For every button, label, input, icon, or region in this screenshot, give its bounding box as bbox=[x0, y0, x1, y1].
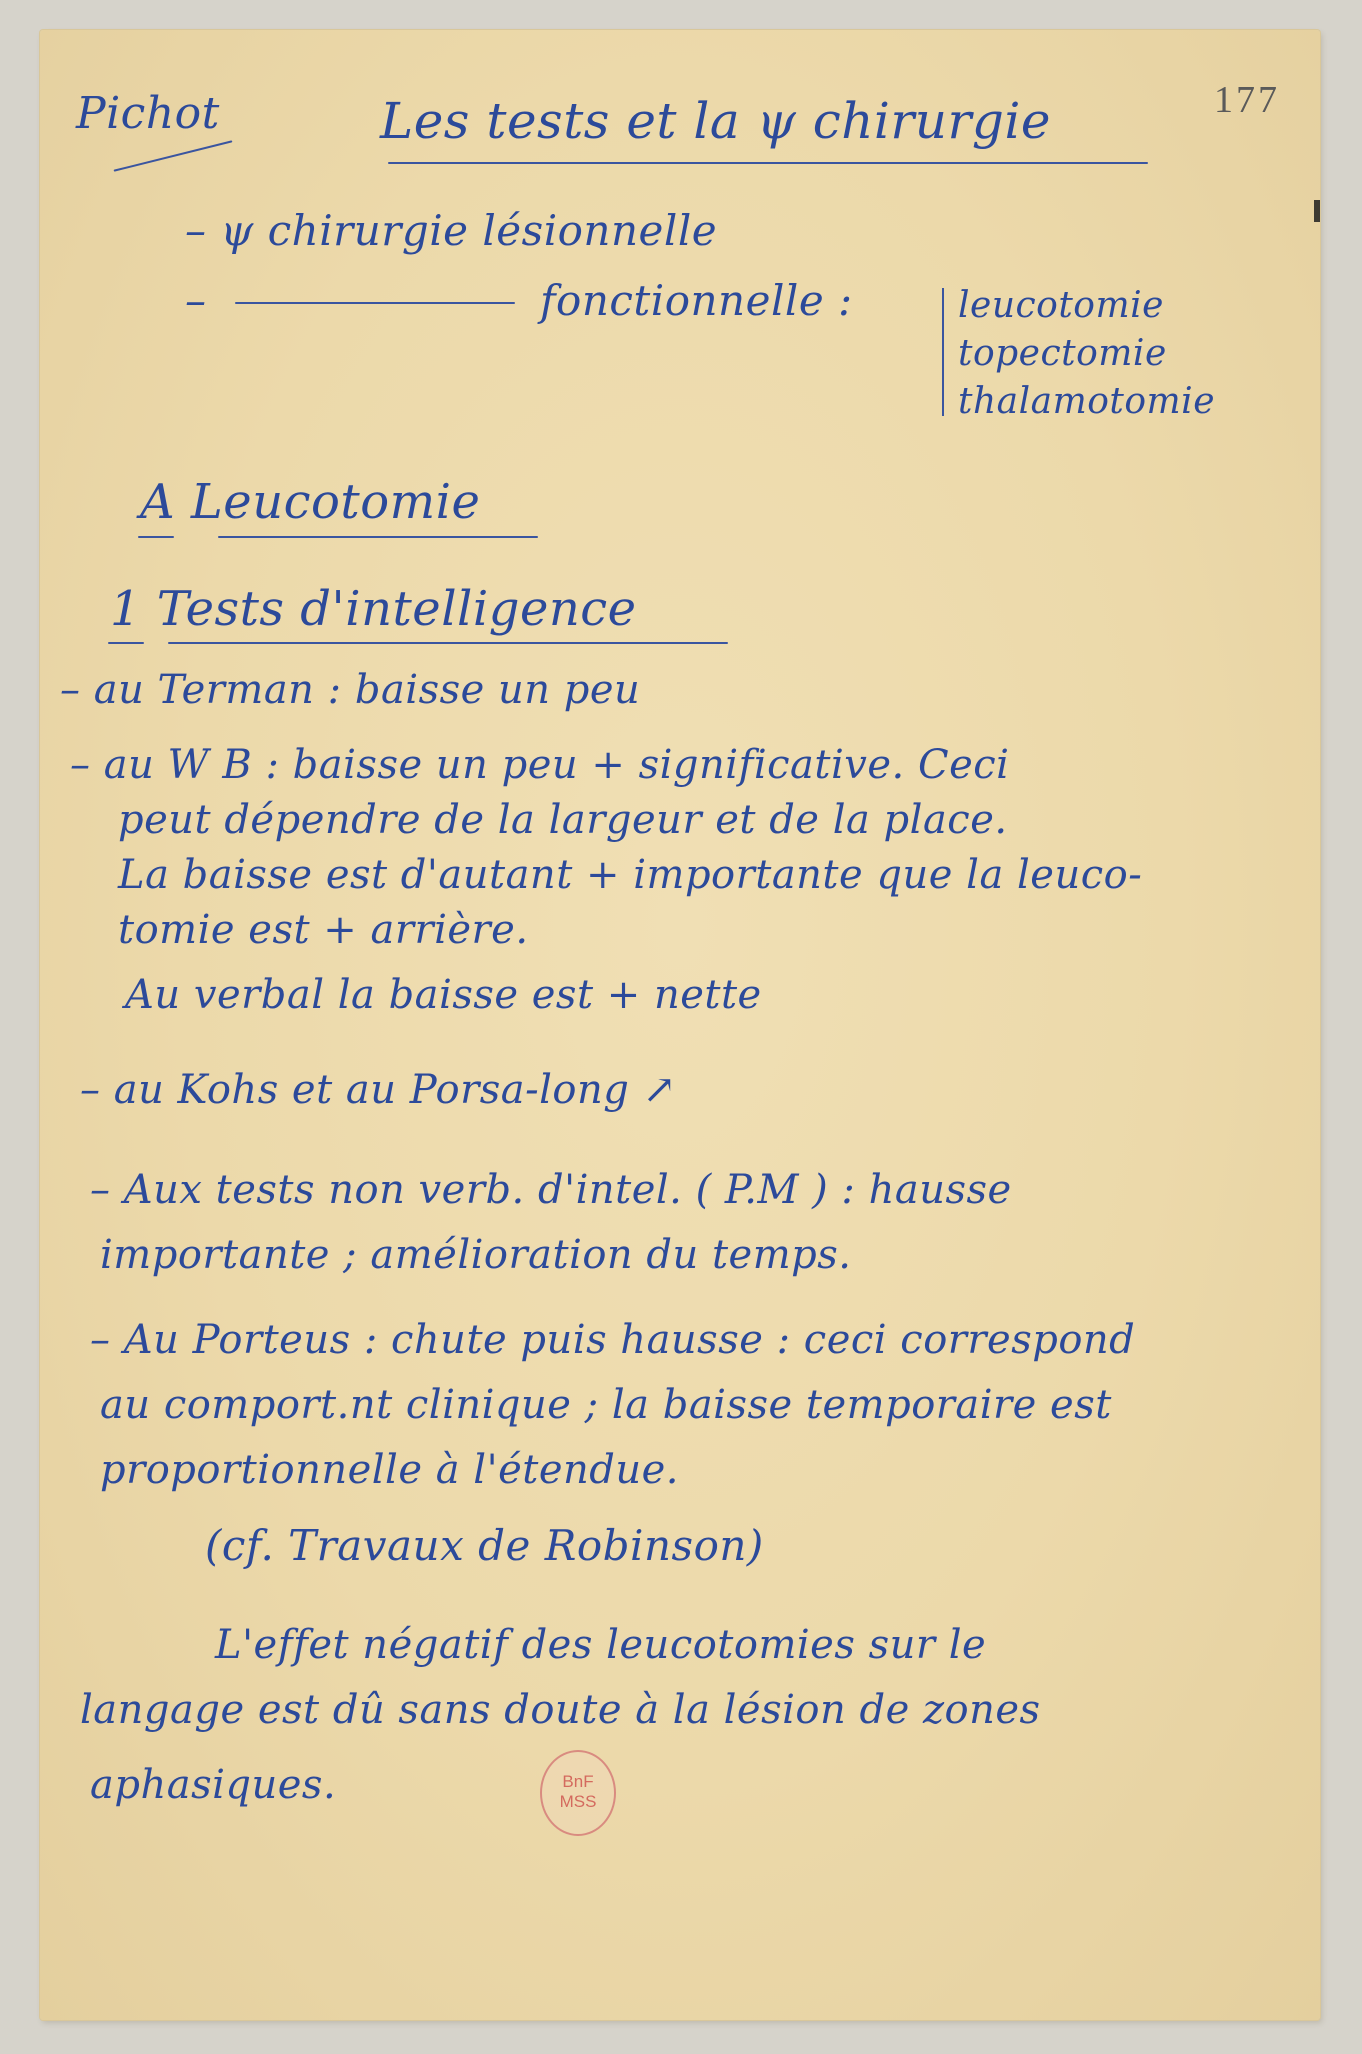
intro-line-2: fonctionnelle : bbox=[540, 276, 853, 325]
note-line: proportionnelle à l'étendue. bbox=[100, 1447, 680, 1493]
note-line: langage est dû sans doute à la lésion de zones bbox=[80, 1687, 1041, 1733]
page-title: Les tests et la ψ chirurgie bbox=[380, 92, 1051, 150]
note-line: – au Kohs et au Porsa-long ↗ bbox=[80, 1067, 677, 1113]
type-thalamotomie: thalamotomie bbox=[958, 381, 1215, 422]
author-note: Pichot bbox=[76, 88, 220, 139]
section-a-heading: A Leucotomie bbox=[140, 474, 481, 530]
page-clip bbox=[1314, 200, 1320, 222]
folio-number: 177 bbox=[1214, 79, 1280, 121]
manuscript-page bbox=[40, 30, 1320, 2020]
note-line: L'effet négatif des leucotomies sur le bbox=[215, 1622, 987, 1668]
section-1-underline bbox=[168, 642, 728, 644]
note-line: peut dépendre de la largeur et de la place. bbox=[118, 797, 1008, 843]
library-stamp bbox=[540, 1750, 616, 1836]
types-bracket bbox=[942, 288, 944, 416]
note-line: – au Terman : baisse un peu bbox=[60, 667, 641, 713]
intro-line-1: – ψ chirurgie lésionnelle bbox=[185, 206, 718, 255]
section-a-underline bbox=[218, 536, 538, 538]
note-line: au comport.nt clinique ; la baisse temporaire est bbox=[100, 1382, 1112, 1428]
intro-line-2-dash: – bbox=[185, 276, 207, 325]
stamp-line-2: MSS bbox=[559, 1791, 597, 1811]
note-line: La baisse est d'autant + importante que la leuco- bbox=[118, 852, 1143, 898]
author-underline bbox=[114, 140, 233, 171]
note-line: – Au Porteus : chute puis hausse : ceci correspond bbox=[90, 1317, 1136, 1363]
type-topectomie: topectomie bbox=[958, 333, 1167, 374]
note-line: – Aux tests non verb. d'intel. ( P.M ) : hausse bbox=[90, 1167, 1012, 1213]
section-a-letter-underline bbox=[138, 536, 174, 538]
stamp-line-1: BnF bbox=[562, 1772, 594, 1791]
type-leucotomie: leucotomie bbox=[958, 285, 1164, 326]
note-line: importante ; amélioration du temps. bbox=[100, 1232, 852, 1278]
note-line: aphasiques. bbox=[90, 1762, 337, 1808]
section-1-heading: 1 Tests d'intelligence bbox=[110, 581, 637, 637]
section-1-number-underline bbox=[108, 642, 144, 644]
note-line: – au W B : baisse un peu + significative. Ceci bbox=[70, 742, 1010, 788]
note-line: (cf. Travaux de Robinson) bbox=[205, 1521, 764, 1570]
note-line: tomie est + arrière. bbox=[118, 907, 529, 953]
title-underline bbox=[388, 162, 1148, 164]
ditto-line bbox=[235, 302, 515, 304]
note-line: Au verbal la baisse est + nette bbox=[125, 972, 762, 1018]
